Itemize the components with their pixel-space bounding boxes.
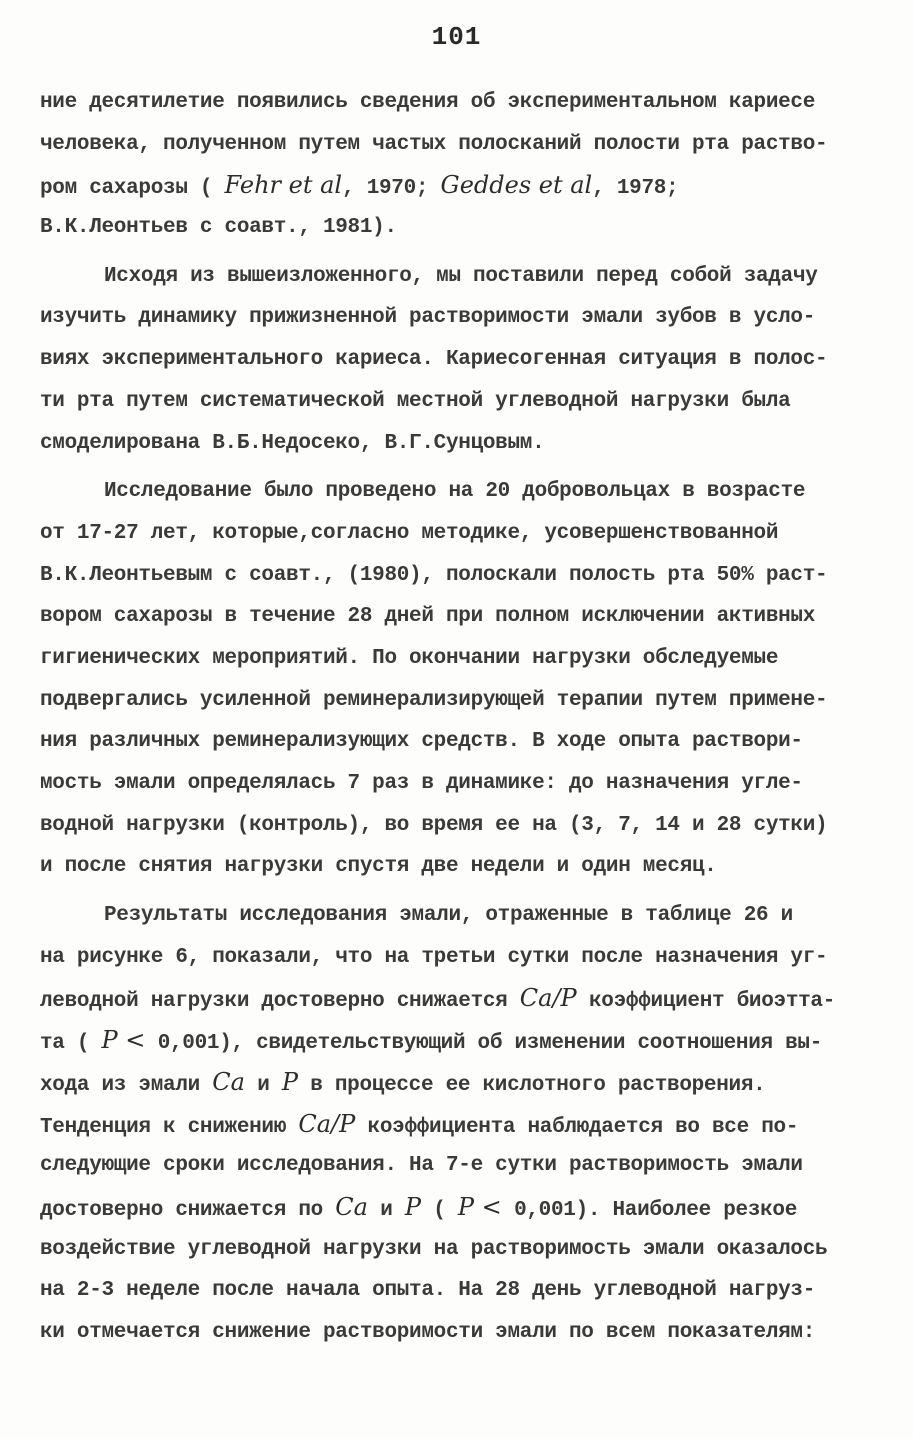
text-line: воздействие углеводной нагрузки на растворимость эмали оказалось: [40, 1237, 828, 1261]
text-segment: и: [244, 1073, 282, 1097]
text-line: от 17-27 лет, которые,согласно методике, усовершенствованной: [40, 521, 779, 545]
text-segment: , 1970;: [342, 177, 441, 201]
text-line: Исследование было проведено на 20 добровольцах в возрасте: [104, 480, 806, 504]
text-segment: в процессе ее кислотного растворения.: [297, 1073, 766, 1097]
text-segment: коэффициент биоэтта-: [576, 990, 836, 1014]
handwritten-term: Ca/P: [298, 1109, 356, 1138]
text-line: человека, полученном путем частых полосканий полости рта раство-: [40, 132, 828, 156]
text-line: ти рта путем систематической местной углеводной нагрузки была: [40, 389, 791, 413]
text-segment: 0,001). Наиболее резкое: [501, 1198, 798, 1222]
handwritten-term: Ca: [335, 1192, 368, 1221]
handwritten-term: P <: [457, 1192, 502, 1221]
text-segment: , 1978;: [592, 177, 679, 201]
text-line: [40, 1104, 870, 1146]
text-line: на 2-3 неделе после начала опыта. На 28 день углеводной нагруз-: [40, 1279, 816, 1303]
text-line: водной нагрузки (контроль), во время ее на (3, 7, 14 и 28 сутки): [40, 813, 828, 837]
text-segment: и: [367, 1198, 405, 1222]
paragraph-gap: [40, 888, 870, 895]
text-line: подвергались усиленной реминерализирующей терапии путем примене-: [40, 688, 828, 712]
text-segment: хода из эмали: [40, 1073, 213, 1097]
text-line: ния различных реминерализующих средств. В ходе опыта раствори-: [40, 730, 803, 754]
handwritten-term: P: [281, 1067, 298, 1096]
text-line: ние десятилетие появились сведения об экспериментальном кариесе: [40, 91, 816, 114]
text-line: виях экспериментального кариеса. Кариесогенная ситуация в полос-: [40, 348, 828, 372]
text-line: [40, 165, 870, 207]
text-line: смоделирована В.Б.Недосеко, В.Г.Сунцовым.: [40, 431, 545, 455]
handwritten-term: Ca/P: [519, 984, 577, 1013]
text-segment: ром сахарозы (: [40, 177, 225, 201]
handwritten-term: Ca: [212, 1067, 245, 1096]
text-segment: достоверно снижается по: [40, 1198, 336, 1222]
text-line: [40, 1062, 870, 1104]
text-segment: Тенденция к снижению: [40, 1115, 299, 1139]
handwritten-term: Geddes et al: [440, 171, 593, 200]
text-line: [40, 1187, 870, 1229]
text-line: В.К.Леонтьевым с соавт., (1980), полоскали полость рта 50% раст-: [40, 563, 828, 587]
text-line: мость эмали определялась 7 раз в динамике: до назначения угле-: [40, 772, 803, 795]
handwritten-term: Fehr et al: [224, 171, 343, 200]
text-line: [40, 1020, 870, 1062]
handwritten-term: P: [404, 1192, 421, 1221]
text-segment: 0,001), свидетельствующий об изменении соотношения вы-: [145, 1032, 823, 1056]
text-segment: леводной нагрузки достоверно снижается: [40, 990, 520, 1014]
text-line: ки отмечается снижение растворимости эмали по всем показателям:: [40, 1320, 816, 1344]
text-segment: та (: [40, 1032, 102, 1056]
text-line: изучить динамику прижизненной растворимости эмали зубов в усло-: [40, 306, 816, 330]
text-line: Результаты исследования эмали, отраженные в таблице 26 и: [104, 904, 793, 928]
text-line: В.К.Леонтьев с соавт., 1981).: [40, 216, 397, 240]
text-line: и после снятия нагрузки спустя две недели и один месяц.: [40, 855, 717, 879]
text-line: на рисунке 6, показали, что на третьи сутки после назначения уг-: [40, 945, 828, 969]
paragraph-gap: [40, 249, 870, 256]
text-line: Исходя из вышеизложенного, мы поставили перед собой задачу: [104, 264, 818, 288]
text-line: следующие сроки исследования. На 7-е сутки растворимость эмали: [40, 1154, 803, 1178]
text-line: гигиенических мероприятий. По окончании нагрузки обследуемые: [40, 646, 779, 670]
text-line: вором сахарозы в течение 28 дней при полном исключении активных: [40, 605, 816, 629]
handwritten-term: P <: [101, 1026, 146, 1055]
paragraph-gap: [40, 464, 870, 471]
text-line: [40, 978, 870, 1020]
text-segment: (: [420, 1198, 458, 1222]
page-number: 101: [431, 22, 482, 52]
text-segment: коэффициента наблюдается во все по-: [355, 1115, 799, 1139]
body-text: [40, 82, 870, 1354]
